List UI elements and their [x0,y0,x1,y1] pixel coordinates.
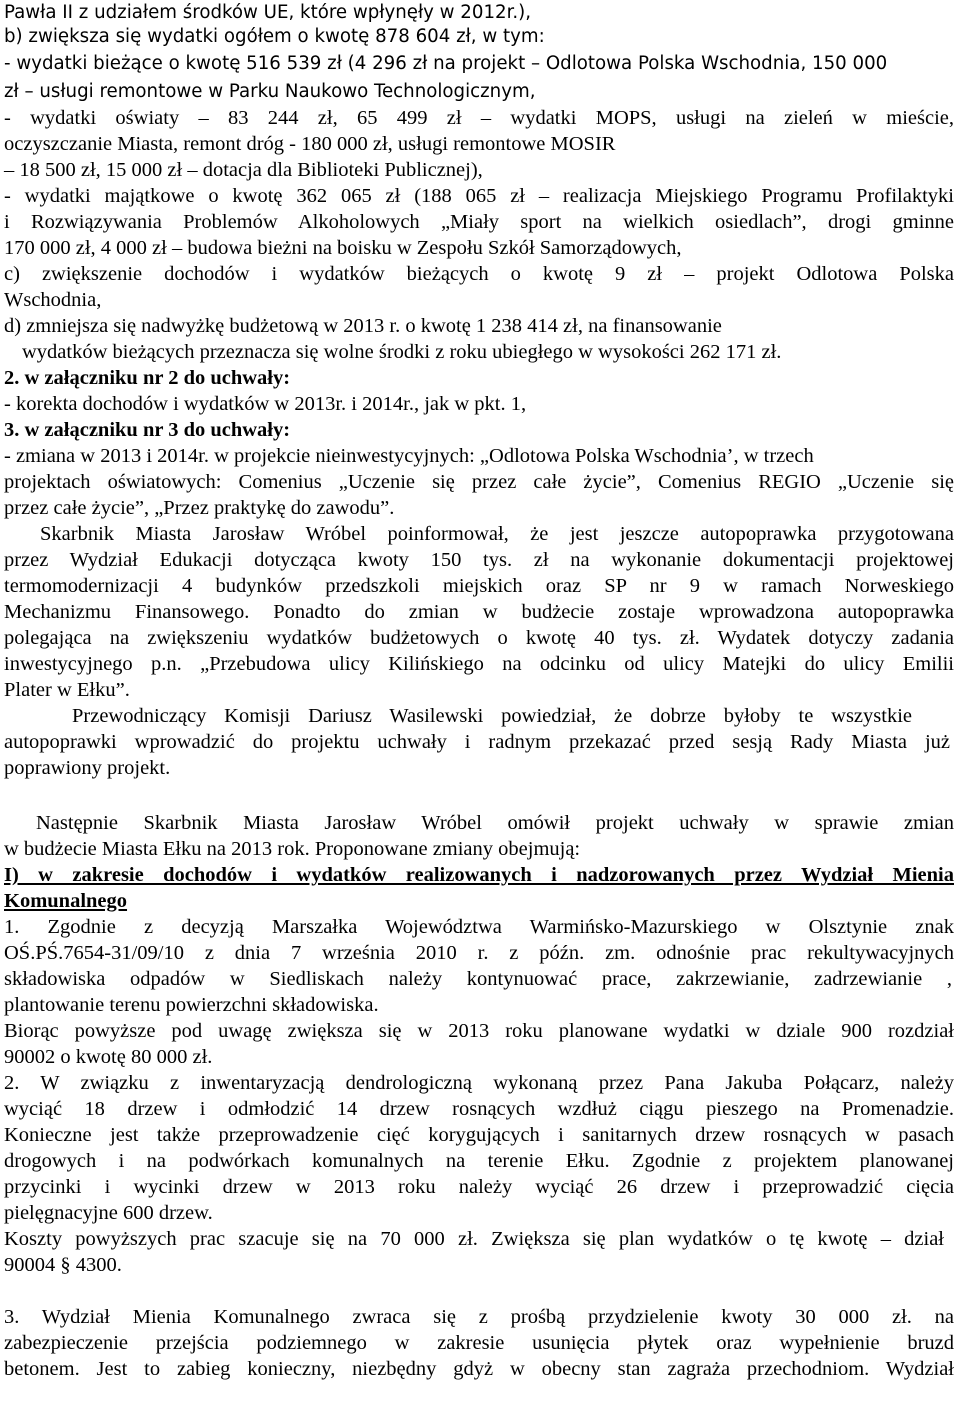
text-line: Skarbnik Miasta Jarosław Wróbel poinformował, że jest jeszcze autopoprawka przygotowana [40,523,954,545]
text-line: 1. Zgodnie z decyzją Marszałka Województwa Warmińsko-Mazurskiego w Olsztynie znak [4,916,954,938]
text-line: zabezpieczenie przejścia podziemnego w zakresie usunięcia płytek oraz wypełnienie bruzd [4,1332,954,1354]
text-line: Koszty powyższych prac szacuje się na 70 000 zł. Zwiększa się plan wydatków o tę kwotę – dział [4,1228,944,1250]
text-line: - wydatki bieżące o kwotę 516 539 zł (4 296 zł na projekt – Odlotowa Polska Wschodnia, 150 000 [4,53,888,74]
text-line: betonem. Jest to zabieg konieczny, niezbędny gdyż w obecny stan zagraża przechodniom. Wydział [4,1358,954,1380]
text-line: termomodernizacji 4 budynków przedszkoli miejskich oraz SP nr 9 w ramach Norweskiego [4,575,954,597]
text-line: Konieczne jest także przeprowadzenie cięć korygujących i sanitarnych drzew rosnących w pasach [4,1124,954,1146]
text-line: - zmiana w 2013 i 2014r. w projekcie nieinwestycyjnych: „Odlotowa Polska Wschodnia’, w trzech [4,445,814,467]
text-line: - wydatki oświaty – 83 244 zł, 65 499 zł – wydatki MOPS, usługi na zieleń w mieście, [4,107,954,129]
section-heading: Komunalnego [4,890,128,912]
text-line: c) zwiększenie dochodów i wydatków bieżących o kwotę 9 zł – projekt Odlotowa Polska [4,263,954,285]
text-line: Przewodniczący Komisji Dariusz Wasilewski powiedział, że dobrze byłoby te wszystkie [72,705,912,727]
text-line: i Rozwiązywania Problemów Alkoholowych „Miały sport na wielkich osiedlach”, drogi gminne [4,211,954,233]
section-heading: I) w zakresie dochodów i wydatków realizowanych i nadzorowanych przez Wydział Mienia [4,864,954,886]
text-line: d) zmniejsza się nadwyżkę budżetową w 2013 r. o kwotę 1 238 414 zł, na finansowanie [4,315,722,337]
text-line: - korekta dochodów i wydatków w 2013r. i 2014r., jak w pkt. 1, [4,393,527,415]
text-line: Wschodnia, [4,289,102,311]
text-line: wyciąć 18 drzew i odmłodzić 14 drzew rosnących wzdłuż ciągu pieszego na Promenadzie. [4,1098,954,1120]
text-line: w budżecie Miasta Ełku na 2013 rok. Proponowane zmiany obejmują: [4,838,581,860]
text-line: autopoprawki wprowadzić do projektu uchwały i radnym przekazać przed sesją Rady Miasta już [4,731,950,753]
text-line: przycinki i wycinki drzew w 2013 roku należy wyciąć 26 drzew i przeprowadzić cięcia [4,1176,954,1198]
text-line: 2. W związku z inwentaryzacją dendrologiczną wykonaną przez Pana Jakuba Połącarz, należy [4,1072,954,1094]
section-heading: 3. w załączniku nr 3 do uchwały: [4,419,291,441]
text-line: Pawła II z udziałem środków UE, które wpłynęły w 2012r.), [4,2,532,23]
text-line: zł – usługi remontowe w Parku Naukowo Technologicznym, [4,81,536,102]
text-line: - wydatki majątkowe o kwotę 362 065 zł (188 065 zł – realizacja Miejskiego Programu Profilaktyki [4,185,954,207]
text-line: polegająca na zwiększeniu wydatków budżetowych o kwotę 40 tys. zł. Wydatek dotyczy zadania [4,627,954,649]
text-line: Następnie Skarbnik Miasta Jarosław Wróbel omówił projekt uchwały w sprawie zmian [36,812,954,834]
text-line: przez Wydział Edukacji dotycząca kwoty 150 tys. zł na wykonanie dokumentacji projektowej [4,549,954,571]
text-line: składowiska odpadów w Siedliskach należy kontynuować prace, zakrzewianie, zadrzewianie , [4,968,952,990]
text-line: Plater w Ełku”. [4,679,130,701]
text-line: – 18 500 zł, 15 000 zł – dotacja dla Biblioteki Publicznej), [4,159,483,181]
text-line: 90004 § 4300. [4,1254,122,1276]
section-heading: 2. w załączniku nr 2 do uchwały: [4,367,291,389]
text-line: plantowanie terenu powierzchni składowiska. [4,994,379,1016]
text-line: wydatków bieżących przeznacza się wolne środki z roku ubiegłego w wysokości 262 171 zł. [22,341,782,363]
text-line: Biorąc powyższe pod uwagę zwiększa się w 2013 roku planowane wydatki w dziale 900 rozdział [4,1020,954,1042]
text-line: 3. Wydział Mienia Komunalnego zwraca się z prośbą przydzielenie kwoty 30 000 zł. na [4,1306,954,1328]
text-line: Mechanizmu Finansowego. Ponadto do zmian w budżecie zostaje wprowadzona autopoprawka [4,601,954,623]
text-line: 170 000 zł, 4 000 zł – budowa bieżni na boisku w Zespołu Szkół Samorządowych, [4,237,682,259]
text-line: oczyszczanie Miasta, remont dróg - 180 000 zł, usługi remontowe MOSIR [4,133,616,155]
text-line: inwestycyjnego p.n. „Przebudowa ulicy Kilińskiego na odcinku od ulicy Matejki do ulicy Emilii [4,653,954,675]
text-line: drogowych i na podwórkach komunalnych na terenie Ełku. Zgodnie z projektem planowanej [4,1150,954,1172]
text-line: OŚ.PŚ.7654-31/09/10 z dnia 7 września 2010 r. z późn. zm. odnośnie prac rekultywacyjnych [4,942,954,964]
text-line: 90002 o kwotę 80 000 zł. [4,1046,213,1068]
text-line: pielęgnacyjne 600 drzew. [4,1202,213,1224]
text-line: przez całe życie”, „Przez praktykę do zawodu”. [4,497,395,519]
text-line: projektach oświatowych: Comenius „Uczenie się przez całe życie”, Comenius REGIO „Uczenie się [4,471,954,493]
text-line: poprawiony projekt. [4,757,171,779]
text-line: b) zwiększa się wydatki ogółem o kwotę 878 604 zł, w tym: [4,26,545,47]
